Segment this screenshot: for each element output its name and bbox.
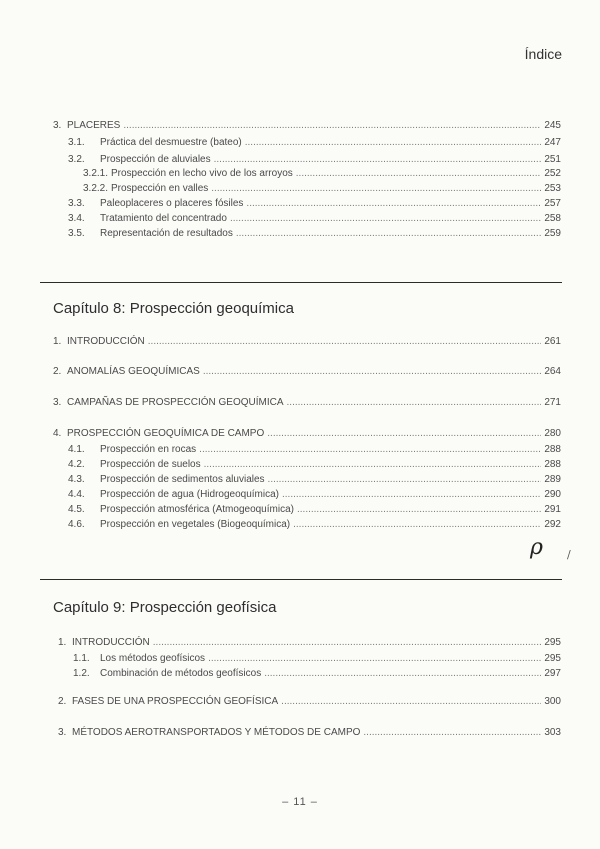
leader-dots [296, 168, 542, 180]
toc-entry-title: Práctica del desmuestre (bateo) [100, 137, 242, 148]
toc-entry [53, 336, 561, 348]
toc-entry-number: 4. [53, 428, 62, 439]
toc-entry [58, 727, 561, 739]
toc-entry-title: Prospección en rocas [100, 444, 197, 455]
toc-entry [68, 213, 561, 225]
toc-entry-title: FASES DE UNA PROSPECCIÓN GEOFÍSICA [72, 696, 279, 707]
leader-dots [203, 366, 542, 378]
leader-dots [245, 137, 542, 149]
toc-entry [68, 154, 561, 166]
toc-entry-title: Prospección de suelos [100, 459, 201, 470]
toc-entry-page: 258 [544, 213, 561, 224]
toc-entry-page: 295 [544, 653, 561, 664]
section-divider [40, 282, 562, 283]
toc-entry-title: PROSPECCIÓN GEOQUÍMICA DE CAMPO [67, 428, 265, 439]
toc-entry-number: 2. [58, 696, 67, 707]
toc-entry-number: 4.4. [68, 489, 85, 500]
toc-entry [68, 489, 561, 501]
leader-dots [211, 183, 541, 195]
leader-dots [236, 228, 541, 240]
toc-entry-title: Tratamiento del concentrado [100, 213, 227, 224]
pencil-tick-mark: / [567, 548, 571, 561]
toc-entry-page: 253 [544, 183, 561, 194]
toc-entry-page: 280 [544, 428, 561, 439]
toc-entry [58, 637, 561, 649]
toc-entry [68, 459, 561, 471]
leader-dots [287, 397, 542, 409]
toc-entry-number: 3.5. [68, 228, 85, 239]
toc-entry-number: 3.2.1. [83, 168, 109, 179]
leader-dots [293, 519, 541, 531]
leader-dots [153, 637, 542, 649]
toc-entry-title: PLACERES [67, 120, 121, 131]
section-divider [40, 579, 562, 580]
leader-dots [204, 459, 542, 471]
leader-dots [246, 198, 541, 210]
toc-entry-title: Prospección en valles [111, 183, 209, 194]
toc-entry-title: Combinación de métodos geofísicos [100, 668, 262, 679]
toc-entry [53, 428, 561, 440]
toc-entry [73, 653, 561, 665]
handwritten-mark: ρ [530, 535, 543, 560]
toc-entry [68, 519, 561, 531]
toc-entry-page: 290 [544, 489, 561, 500]
toc-entry [53, 120, 561, 132]
toc-entry-page: 257 [544, 198, 561, 209]
toc-entry-page: 264 [544, 366, 561, 377]
toc-entry-page: 292 [544, 519, 561, 530]
toc-entry-number: 4.3. [68, 474, 85, 485]
toc-entry-page: 295 [544, 637, 561, 648]
toc-entry-page: 252 [544, 168, 561, 179]
toc-entry-page: 245 [544, 120, 561, 131]
toc-entry-number: 4.5. [68, 504, 85, 515]
page-number: – 11 – [282, 796, 318, 808]
toc-entry-title: Prospección en lecho vivo de los arroyos [111, 168, 293, 179]
leader-dots [148, 336, 542, 348]
toc-entry [53, 366, 561, 378]
toc-entry-number: 1.1. [73, 653, 90, 664]
leader-dots [208, 653, 541, 665]
leader-dots [199, 444, 541, 456]
toc-entry [68, 228, 561, 240]
toc-entry [68, 137, 561, 149]
toc-entry-number: 3. [53, 397, 62, 408]
toc-entry [68, 198, 561, 210]
toc-entry-page: 247 [544, 137, 561, 148]
toc-entry-number: 3.1. [68, 137, 85, 148]
leader-dots [267, 428, 541, 440]
toc-entry-number: 1. [53, 336, 62, 347]
chapter-8-title: Capítulo 8: Prospección geoquímica [53, 300, 294, 317]
leader-dots [363, 727, 541, 739]
toc-entry-number: 1. [58, 637, 67, 648]
leader-dots [281, 696, 541, 708]
toc-entry-title: CAMPAÑAS DE PROSPECCIÓN GEOQUÍMICA [67, 397, 284, 408]
toc-entry-number: 4.2. [68, 459, 85, 470]
chapter-9-title: Capítulo 9: Prospección geofísica [53, 599, 277, 616]
toc-entry-title: ANOMALÍAS GEOQUÍMICAS [67, 366, 200, 377]
toc-entry-page: 303 [544, 727, 561, 738]
toc-entry [53, 397, 561, 409]
toc-entry-page: 300 [544, 696, 561, 707]
toc-entry-page: 251 [544, 154, 561, 165]
toc-entry-number: 2. [53, 366, 62, 377]
toc-entry-number: 3. [53, 120, 62, 131]
toc-entry [68, 444, 561, 456]
leader-dots [268, 474, 542, 486]
toc-entry-title: INTRODUCCIÓN [67, 336, 145, 347]
toc-entry [68, 504, 561, 516]
toc-entry-number: 3.4. [68, 213, 85, 224]
toc-entry-title: Paleoplaceres o placeres fósiles [100, 198, 244, 209]
toc-entry-title: INTRODUCCIÓN [72, 637, 150, 648]
toc-entry-number: 3.2.2. [83, 183, 109, 194]
toc-entry-title: MÉTODOS AEROTRANSPORTADOS Y MÉTODOS DE CAMPO [72, 727, 361, 738]
toc-entry-number: 4.6. [68, 519, 85, 530]
toc-entry [68, 474, 561, 486]
toc-entry [58, 696, 561, 708]
page-header-title: Índice [524, 46, 562, 62]
toc-entry-page: 288 [544, 444, 561, 455]
toc-entry-number: 3.2. [68, 154, 85, 165]
toc-entry-title: Los métodos geofísicos [100, 653, 206, 664]
toc-entry-number: 1.2. [73, 668, 90, 679]
leader-dots [123, 120, 541, 132]
toc-entry-page: 289 [544, 474, 561, 485]
toc-entry [83, 168, 561, 180]
toc-entry-page: 288 [544, 459, 561, 470]
toc-entry [73, 668, 561, 680]
leader-dots [297, 504, 541, 516]
toc-entry-title: Prospección de aluviales [100, 154, 211, 165]
toc-entry-page: 297 [544, 668, 561, 679]
toc-entry-page: 261 [544, 336, 561, 347]
toc-entry-number: 3.3. [68, 198, 85, 209]
leader-dots [230, 213, 541, 225]
leader-dots [282, 489, 541, 501]
toc-entry-number: 4.1. [68, 444, 85, 455]
leader-dots [264, 668, 541, 680]
toc-entry-page: 271 [544, 397, 561, 408]
toc-entry-title: Prospección de agua (Hidrogeoquímica) [100, 489, 279, 500]
toc-entry-page: 291 [544, 504, 561, 515]
toc-entry-number: 3. [58, 727, 67, 738]
toc-entry-title: Prospección de sedimentos aluviales [100, 474, 265, 485]
toc-entry-title: Prospección en vegetales (Biogeoquímica) [100, 519, 291, 530]
toc-entry-title: Representación de resultados [100, 228, 233, 239]
toc-entry [83, 183, 561, 195]
leader-dots [214, 154, 542, 166]
toc-entry-title: Prospección atmosférica (Atmogeoquímica) [100, 504, 294, 515]
toc-entry-page: 259 [544, 228, 561, 239]
